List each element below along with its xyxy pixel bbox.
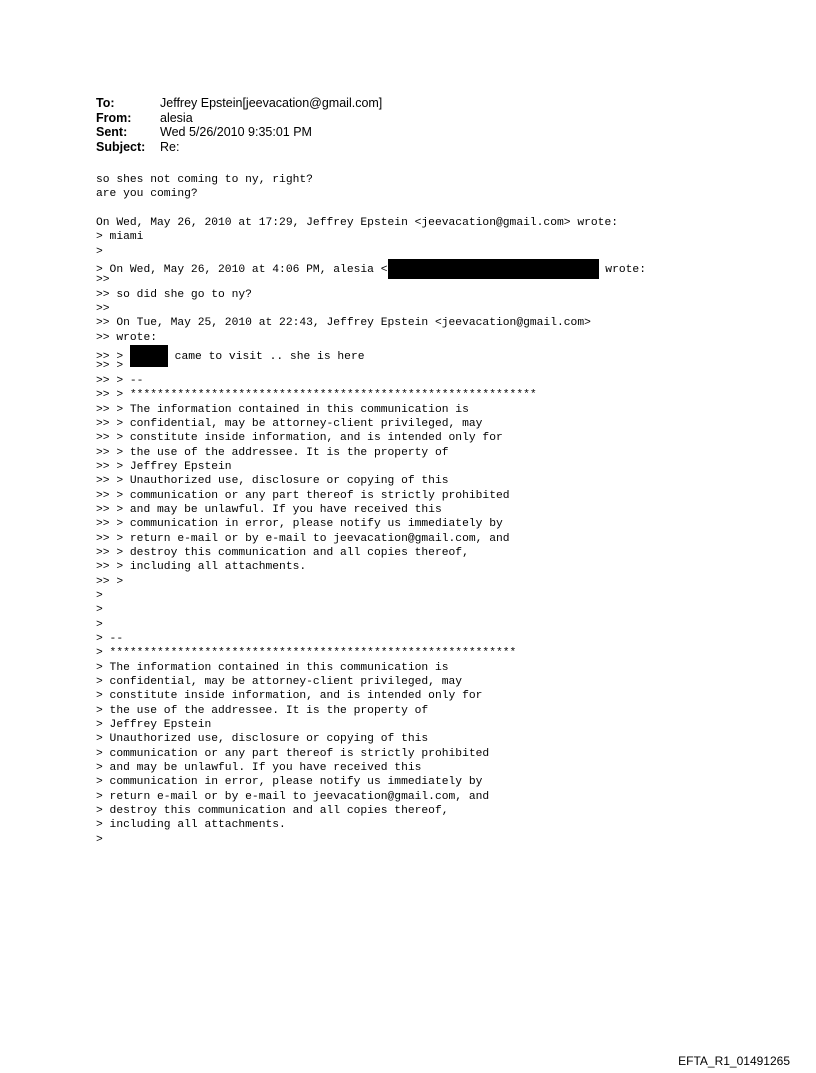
body-line: > miami [96,231,144,244]
body-line: are you coming? [96,188,198,201]
to-label: To: [96,96,115,110]
header-from-row [96,111,382,126]
body-line: >> [96,274,110,287]
body-line: > [96,604,103,617]
email-header [96,96,382,154]
body-line-prefix: > On Wed, May 26, 2010 at 4:06 PM, alesia < [96,264,388,277]
body-line: > communication in error, please notify us immediately by [96,776,483,789]
header-to-row [96,96,382,111]
subject-label: Subject: [96,139,146,154]
subject-value: Re: [160,139,180,154]
body-line: >> so did she go to ny? [96,288,252,301]
body-line-redacted-name [96,345,796,364]
body-line: > communication or any part thereof is strictly prohibited [96,747,490,760]
from-value: alesia [160,110,193,125]
header-sent-row [96,125,382,140]
body-line-suffix: came to visit .. she is here [167,351,365,364]
body-line: > ************************************************************ [96,647,517,660]
body-line: > including all attachments. [96,819,286,832]
body-line: > The information contained in this communication is [96,661,449,674]
body-line: >> > communication or any part thereof is strictly prohibited [96,489,510,502]
document-id-footer: EFTA_R1_01491265 [678,1054,790,1068]
body-line: >> > Unauthorized use, disclosure or copying of this [96,475,449,488]
body-line: > constitute inside information, and is intended only for [96,690,483,703]
body-line: > [96,245,103,258]
body-line: >> > return e-mail or by e-mail to jeevacation@gmail.com, and [96,532,510,545]
body-line: >> > [96,360,124,373]
body-line: >> > confidential, may be attorney-client privileged, may [96,417,483,430]
body-line: >> > destroy this communication and all copies thereof, [96,546,469,559]
body-line: >> > ************************************************************ [96,389,537,402]
header-subject-row [96,140,382,155]
body-line: >> wrote: [96,331,158,344]
body-line-redacted-email [96,259,796,277]
body-line-prefix: >> > [96,351,130,364]
body-line: > -- [96,633,124,645]
body-line-suffix: wrote: [598,264,646,277]
body-line: > [96,833,103,846]
body-line: > and may be unlawful. If you have received this [96,762,422,775]
body-line: >> [96,303,110,316]
body-line: >> > The information contained in this communication is [96,403,469,416]
body-line: > destroy this communication and all copies thereof, [96,805,449,818]
body-line: > the use of the addressee. It is the property of [96,704,429,717]
body-line: On Wed, May 26, 2010 at 17:29, Jeffrey Epstein <jeevacation@gmail.com> wrote: [96,217,619,230]
body-line: >> > including all attachments. [96,561,307,574]
body-line [96,202,796,216]
body-line: so shes not coming to ny, right? [96,174,313,186]
redaction-box [130,345,168,367]
body-line: >> > constitute inside information, and is intended only for [96,432,503,445]
email-body [96,173,796,847]
body-line: > [96,618,103,631]
body-line: > return e-mail or by e-mail to jeevacation@gmail.com, and [96,790,490,803]
body-line: > [96,589,103,602]
body-line: >> > and may be unlawful. If you have received this [96,503,442,516]
body-line: >> > [96,575,124,588]
body-line: >> > -- [96,374,144,387]
body-line: > confidential, may be attorney-client privileged, may [96,676,463,689]
from-label: From: [96,110,132,125]
sent-value: Wed 5/26/2010 9:35:01 PM [160,125,312,139]
body-line: >> > communication in error, please notify us immediately by [96,518,503,531]
redaction-box [388,259,599,279]
body-line: >> > the use of the addressee. It is the property of [96,446,449,459]
body-line: > Unauthorized use, disclosure or copying of this [96,733,429,746]
body-line: >> On Tue, May 25, 2010 at 22:43, Jeffrey Epstein <jeevacation@gmail.com> [96,317,591,330]
sent-label: Sent: [96,125,128,139]
body-line: > Jeffrey Epstein [96,719,212,732]
body-line: >> > Jeffrey Epstein [96,460,232,473]
to-value: Jeffrey Epstein[jeevacation@gmail.com] [160,96,383,110]
